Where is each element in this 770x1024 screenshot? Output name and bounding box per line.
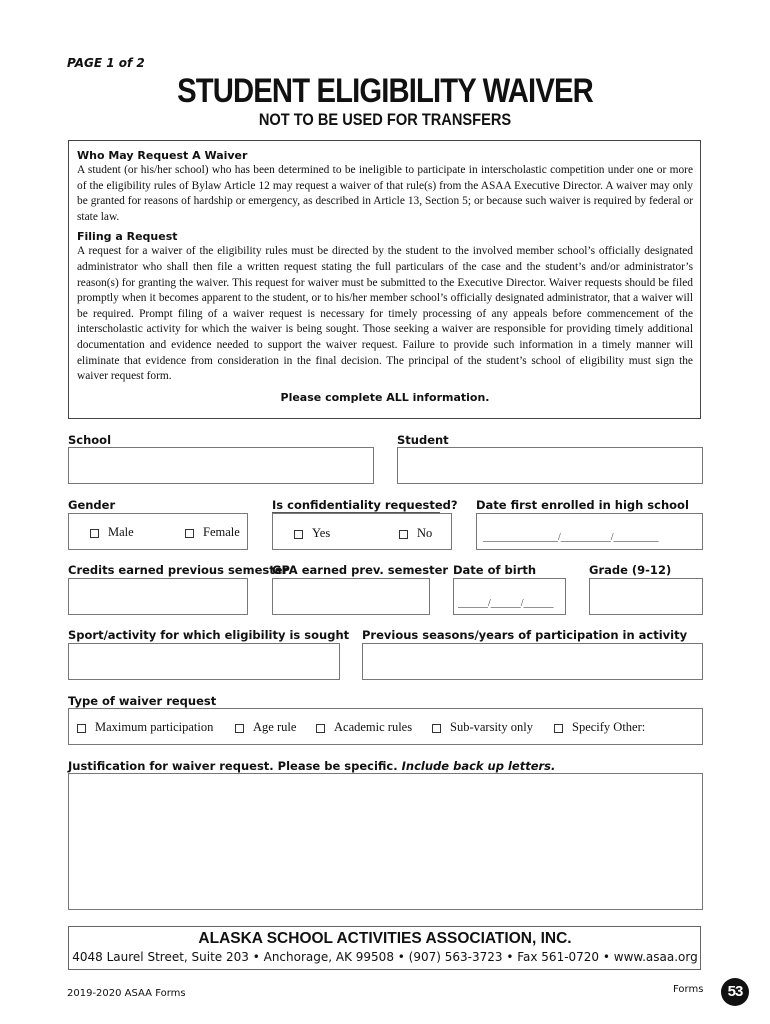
gpa-label: GPA earned prev. semester bbox=[272, 563, 449, 577]
specify-other-label: Specify Other: bbox=[572, 720, 646, 734]
no-checkbox[interactable] bbox=[399, 530, 408, 539]
dob-field[interactable] bbox=[453, 578, 566, 615]
confidentiality-label: Is confidentiality requested? bbox=[272, 498, 458, 512]
previous-seasons-label: Previous seasons/years of participation in activity bbox=[362, 628, 688, 642]
page-number-badge: 53 bbox=[721, 978, 749, 1006]
forms-edition: 2019-2020 ASAA Forms bbox=[67, 988, 186, 999]
age-rule-label: Age rule bbox=[253, 720, 297, 734]
credits-field[interactable] bbox=[68, 578, 248, 615]
waiver-option-specify-other[interactable] bbox=[554, 720, 645, 735]
who-may-request-heading: Who May Request A Waiver bbox=[77, 149, 248, 162]
association-name: ALASKA SCHOOL ACTIVITIES ASSOCIATION, INC. bbox=[198, 930, 572, 947]
filing-request-heading: Filing a Request bbox=[77, 230, 178, 244]
page-label: PAGE 1 of 2 bbox=[67, 56, 145, 70]
age-rule-checkbox[interactable] bbox=[235, 724, 244, 733]
specify-other-checkbox[interactable] bbox=[554, 724, 563, 733]
grade-label: Grade (9-12) bbox=[589, 563, 672, 577]
student-label: Student bbox=[397, 433, 449, 447]
male-label: Male bbox=[108, 525, 134, 539]
sub-varsity-label: Sub-varsity only bbox=[450, 720, 533, 734]
no-label: No bbox=[417, 526, 433, 540]
academic-rules-label: Academic rules bbox=[334, 720, 413, 734]
date-enrolled-blank: _______________/__________/_________ bbox=[483, 532, 659, 543]
page-title: STUDENT ELIGIBILITY WAIVER bbox=[177, 72, 593, 110]
filing-request-text: A request for a waiver of the eligibility rules must be directed by the student to the involved member school’s officially designated administrator who shall then file a written request stating the full particulars of the case and the student’s and/or administrator’s reason(s) for granting the waiver. This request for waiver must be submitted to the Executive Director. Waiver requests should be filed promptly when it becomes apparent to the student, or to his/her member school’s officially designated administrator, that a waiver will be required. Prompt filing of a waiver request is necessary for timely processing of any appeals before commencement of the interscholastic activity for which the waiver is being sought. Those seeking a waiver are responsible for providing timely additional documentation and evidence needed to support the waiver request. Failure to provide such information in a timely manner will eliminate that evidence from consideration in the final decision. The principal of the student’s school of eligibility must sign the waiver request form. bbox=[77, 245, 693, 383]
school-label: School bbox=[68, 433, 112, 447]
page-subtitle: NOT TO BE USED FOR TRANSFERS bbox=[258, 110, 512, 129]
waiver-option-academic-rules[interactable] bbox=[316, 720, 412, 735]
max-participation-checkbox[interactable] bbox=[77, 724, 86, 733]
gender-option-male[interactable] bbox=[90, 525, 134, 540]
grade-field[interactable] bbox=[589, 578, 703, 615]
waiver-option-max-participation[interactable] bbox=[77, 720, 213, 735]
instructions-box bbox=[68, 140, 701, 419]
male-checkbox[interactable] bbox=[90, 529, 99, 538]
please-complete-notice: Please complete ALL information. bbox=[280, 390, 490, 404]
waiver-option-age-rule[interactable] bbox=[235, 720, 296, 735]
academic-rules-checkbox[interactable] bbox=[316, 724, 325, 733]
gender-label: Gender bbox=[68, 498, 116, 512]
justification-emphasis: Include back up letters. bbox=[401, 759, 556, 773]
yes-label: Yes bbox=[312, 526, 331, 540]
yes-checkbox[interactable] bbox=[294, 530, 303, 539]
confidentiality-option-yes[interactable] bbox=[294, 526, 330, 541]
sport-activity-label: Sport/activity for which eligibility is sought bbox=[68, 628, 350, 642]
waiver-option-sub-varsity[interactable] bbox=[432, 720, 533, 735]
date-enrolled-label: Date first enrolled in high school bbox=[476, 498, 689, 512]
dob-blank: ______/______/______ bbox=[458, 598, 554, 609]
max-participation-label: Maximum participation bbox=[95, 720, 214, 734]
female-label: Female bbox=[203, 525, 240, 539]
waiver-type-label: Type of waiver request bbox=[68, 694, 217, 708]
who-may-request-text: A student (or his/her school) who has been determined to be ineligible to participate in interscholastic competition under one or more of the eligibility rules of Bylaw Article 12 may request a waiver of that rule(s) from the ASAA Executive Director. A waiver may only be granted for reasons of hardship or emergency, as described in Article 13, Section 5; or because such waiver is required by federal or state law. bbox=[77, 164, 693, 223]
sub-varsity-checkbox[interactable] bbox=[432, 724, 441, 733]
association-address: 4048 Laurel Street, Suite 203 • Anchorage, AK 99508 • (907) 563-3723 • Fax 561-0720 • www.asaa.org bbox=[72, 950, 698, 964]
justification-field[interactable] bbox=[68, 773, 703, 910]
justification-label: Justification for waiver request. Please be specific. bbox=[68, 759, 398, 773]
section-label: Forms bbox=[673, 984, 704, 995]
gender-option-female[interactable] bbox=[185, 525, 240, 540]
confidentiality-option-no[interactable] bbox=[399, 526, 432, 541]
credits-label: Credits earned previous semester bbox=[68, 563, 289, 577]
female-checkbox[interactable] bbox=[185, 529, 194, 538]
student-field[interactable] bbox=[397, 447, 703, 484]
dob-label: Date of birth bbox=[453, 563, 537, 577]
justification-label-row bbox=[68, 759, 555, 773]
sport-activity-field[interactable] bbox=[68, 643, 340, 680]
previous-seasons-field[interactable] bbox=[362, 643, 703, 680]
gpa-field[interactable] bbox=[272, 578, 430, 615]
school-field[interactable] bbox=[68, 447, 374, 484]
